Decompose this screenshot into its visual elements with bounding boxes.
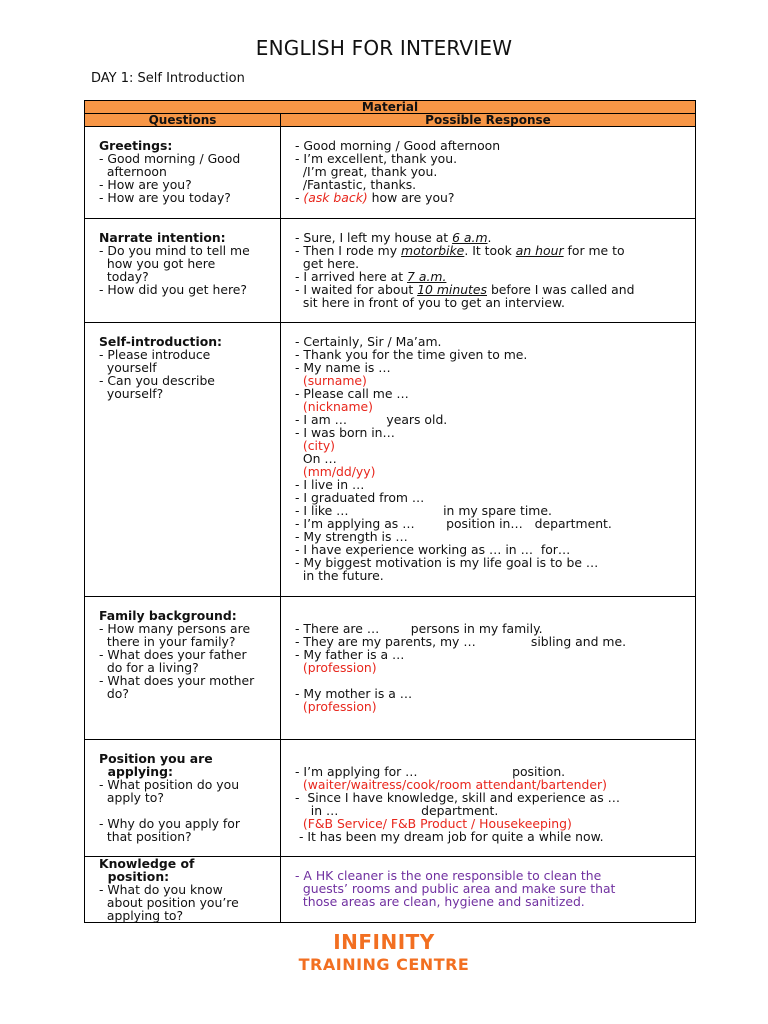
question-line: there in your family? — [99, 634, 236, 649]
response-line: - I’m applying for … position. — [295, 764, 566, 779]
question-line: how you got here — [99, 256, 216, 271]
question-line: - Why do you apply for — [99, 816, 240, 831]
response-line: - There are … persons in my family. — [295, 621, 543, 636]
response-text: - Sure, I left my house at — [295, 230, 453, 245]
response-line: in the future. — [295, 568, 384, 583]
question-line: applying to? — [99, 908, 184, 923]
response-line: - Please call me … — [295, 386, 409, 401]
response-line: - (ask back) how are you? — [295, 190, 455, 205]
question-cell — [85, 127, 281, 219]
response-line: - I’m excellent, thank you. — [295, 151, 458, 166]
response-text: . — [487, 230, 492, 245]
response-line: - My name is … — [295, 360, 391, 375]
emphasis-text: 7 a.m. — [407, 269, 447, 284]
table-row — [85, 219, 696, 323]
column-header-questions: Questions — [85, 114, 281, 127]
response-line: sit here in front of you to get an interview. — [295, 295, 565, 310]
question-heading: Greetings: — [99, 138, 173, 153]
question-heading: Narrate intention: — [99, 230, 226, 245]
question-line: yourself? — [99, 386, 164, 401]
fill-hint: (nickname) — [295, 399, 373, 414]
question-line: do for a living? — [99, 660, 199, 675]
question-cell — [85, 857, 281, 923]
fill-hint: (waiter/waitress/cook/room attendant/bartender) — [295, 777, 607, 792]
response-line: /I’m great, thank you. — [295, 164, 438, 179]
question-line: - Good morning / Good — [99, 151, 241, 166]
emphasis-text: motorbike — [401, 243, 465, 258]
response-line: - I am … years old. — [295, 412, 448, 427]
response-text: before I was called and — [487, 282, 635, 297]
response-line: - Certainly, Sir / Ma’am. — [295, 334, 442, 349]
day-heading: DAY 1: Self Introduction — [91, 71, 245, 86]
brand-logo-subtitle: TRAINING CENTRE — [298, 955, 470, 974]
page-title: ENGLISH FOR INTERVIEW — [255, 36, 513, 60]
fill-hint: (mm/dd/yy) — [295, 464, 376, 479]
response-line: - Good morning / Good afternoon — [295, 138, 501, 153]
response-line: those areas are clean, hygiene and sanitized. — [295, 894, 585, 909]
table-row — [85, 127, 696, 219]
question-heading: Family background: — [99, 608, 237, 623]
response-cell — [281, 219, 696, 323]
question-line: - Do you mind to tell me — [99, 243, 250, 258]
question-cell — [85, 323, 281, 597]
fill-hint: (profession) — [295, 660, 377, 675]
response-line: - They are my parents, my … sibling and me. — [295, 634, 627, 649]
question-line: - What do you know — [99, 882, 223, 897]
question-line: - Please introduce — [99, 347, 211, 362]
question-line: today? — [99, 269, 149, 284]
response-line: - I like … in my spare time. — [295, 503, 552, 518]
response-line: - I was born in… — [295, 425, 395, 440]
response-cell — [281, 597, 696, 740]
question-line: - How are you? — [99, 177, 192, 192]
question-line: yourself — [99, 360, 157, 375]
response-line: - Thank you for the time given to me. — [295, 347, 528, 362]
response-text: - Then I rode my — [295, 243, 402, 258]
question-line: about position you’re — [99, 895, 239, 910]
response-line: - It has been my dream job for quite a while now. — [295, 829, 604, 844]
response-text: for me to — [563, 243, 625, 258]
response-line: - My biggest motivation is my life goal is to be … — [295, 555, 599, 570]
question-line: - What does your father — [99, 647, 247, 662]
question-line: that position? — [99, 829, 192, 844]
response-text: . It took — [464, 243, 516, 258]
question-line: - How are you today? — [99, 190, 231, 205]
question-heading: Knowledge of — [99, 856, 195, 871]
emphasis-text: 10 minutes — [417, 282, 487, 297]
response-cell — [281, 323, 696, 597]
question-line: - What does your mother — [99, 673, 255, 688]
response-line: - I’m applying as … position in… department. — [295, 516, 612, 531]
table-row — [85, 857, 696, 923]
response-text: how are you? — [367, 190, 455, 205]
fill-hint: (city) — [295, 438, 335, 453]
question-line: - How did you get here? — [99, 282, 247, 297]
emphasis-text: an hour — [515, 243, 564, 258]
question-line: - How many persons are — [99, 621, 251, 636]
table-row — [85, 597, 696, 740]
question-heading: position: — [99, 869, 170, 884]
response-line: - I graduated from … — [295, 490, 425, 505]
response-line: get here. — [295, 256, 360, 271]
emphasis-text: 6 a.m — [452, 230, 488, 245]
response-line: - My strength is … — [295, 529, 408, 544]
response-cell — [281, 127, 696, 219]
response-cell — [281, 857, 696, 923]
response-text: - I arrived here at — [295, 269, 408, 284]
table-caption: Material — [85, 101, 696, 114]
fill-hint: (F&B Service/ F&B Product / Housekeeping) — [295, 816, 572, 831]
response-line: in … department. — [295, 803, 499, 818]
material-table — [84, 100, 696, 923]
question-line: apply to? — [99, 790, 164, 805]
fill-hint: (profession) — [295, 699, 377, 714]
question-line: - Can you describe — [99, 373, 215, 388]
response-line: /Fantastic, thanks. — [295, 177, 417, 192]
response-line: guests’ rooms and public area and make sure that — [295, 881, 616, 896]
question-heading: Position you are — [99, 751, 213, 766]
question-cell — [85, 597, 281, 740]
question-cell — [85, 219, 281, 323]
response-line: - A HK cleaner is the one responsible to clean the — [295, 868, 602, 883]
question-line: - What position do you — [99, 777, 240, 792]
brand-logo-text: INFINITY — [333, 930, 435, 954]
fill-hint: (surname) — [295, 373, 367, 388]
response-line: On … — [295, 451, 337, 466]
ask-back-note: (ask back) — [303, 190, 368, 205]
question-line: afternoon — [99, 164, 167, 179]
question-line: do? — [99, 686, 129, 701]
response-line: - My father is a … — [295, 647, 405, 662]
column-header-response: Possible Response — [281, 114, 696, 127]
response-line: - My mother is a … — [295, 686, 413, 701]
response-line: - I live in … — [295, 477, 365, 492]
question-cell — [85, 740, 281, 857]
response-cell — [281, 740, 696, 857]
question-heading: applying: — [99, 764, 173, 779]
response-line: - Since I have knowledge, skill and experience as … — [295, 790, 620, 805]
table-row — [85, 740, 696, 857]
response-text: - I waited for about — [295, 282, 418, 297]
table-row — [85, 323, 696, 597]
question-heading: Self-introduction: — [99, 334, 222, 349]
response-line: - I have experience working as … in … for… — [295, 542, 571, 557]
